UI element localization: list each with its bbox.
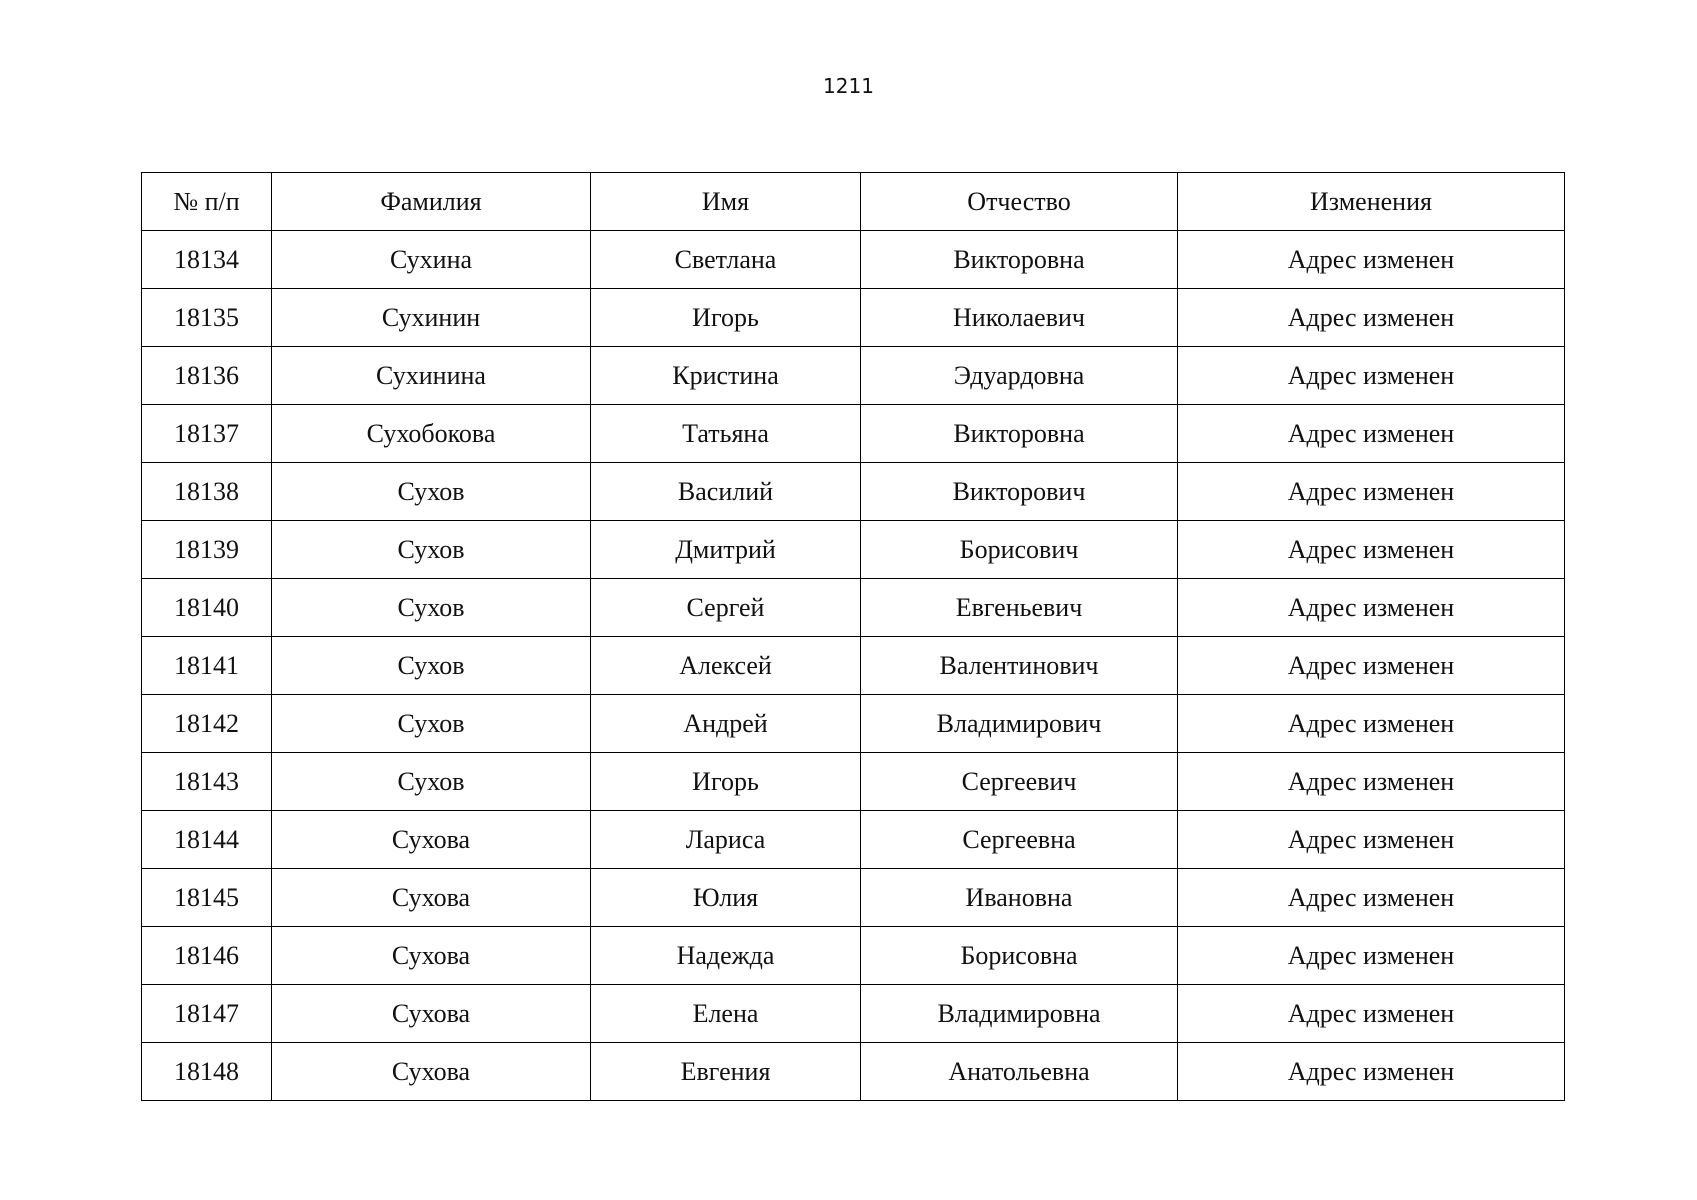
cell-last-name: Сухов: [272, 521, 591, 579]
cell-number: 18142: [142, 695, 272, 753]
table-row: [142, 637, 1565, 695]
cell-number: 18138: [142, 463, 272, 521]
cell-first-name: Сергей: [591, 579, 861, 637]
cell-number: 18144: [142, 811, 272, 869]
cell-first-name: Елена: [591, 985, 861, 1043]
cell-first-name: Надежда: [591, 927, 861, 985]
cell-last-name: Сухова: [272, 869, 591, 927]
header-last-name: Фамилия: [272, 173, 591, 231]
cell-patronymic: Борисовна: [861, 927, 1178, 985]
cell-changes: Адрес изменен: [1178, 521, 1565, 579]
cell-first-name: Лариса: [591, 811, 861, 869]
table-row: [142, 289, 1565, 347]
header-number: № п/п: [142, 173, 272, 231]
cell-last-name: Сухова: [272, 811, 591, 869]
cell-first-name: Игорь: [591, 289, 861, 347]
cell-changes: Адрес изменен: [1178, 463, 1565, 521]
cell-number: 18143: [142, 753, 272, 811]
cell-last-name: Сухобокова: [272, 405, 591, 463]
cell-patronymic: Борисович: [861, 521, 1178, 579]
cell-number: 18148: [142, 1043, 272, 1101]
cell-last-name: Сухов: [272, 637, 591, 695]
cell-patronymic: Владимировна: [861, 985, 1178, 1043]
header-first-name: Имя: [591, 173, 861, 231]
registry-table: [141, 172, 1565, 1101]
table-row: [142, 985, 1565, 1043]
cell-changes: Адрес изменен: [1178, 869, 1565, 927]
table-row: [142, 753, 1565, 811]
page-number: 1211: [823, 74, 874, 98]
cell-patronymic: Сергеевна: [861, 811, 1178, 869]
cell-changes: Адрес изменен: [1178, 347, 1565, 405]
cell-last-name: Сухинина: [272, 347, 591, 405]
table-row: [142, 347, 1565, 405]
cell-number: 18136: [142, 347, 272, 405]
cell-first-name: Евгения: [591, 1043, 861, 1101]
cell-patronymic: Владимирович: [861, 695, 1178, 753]
table-row: [142, 869, 1565, 927]
cell-number: 18140: [142, 579, 272, 637]
cell-first-name: Дмитрий: [591, 521, 861, 579]
header-patronymic: Отчество: [861, 173, 1178, 231]
table-body: [142, 231, 1565, 1101]
cell-patronymic: Валентинович: [861, 637, 1178, 695]
cell-patronymic: Сергеевич: [861, 753, 1178, 811]
cell-number: 18141: [142, 637, 272, 695]
table-row: [142, 231, 1565, 289]
table-row: [142, 695, 1565, 753]
table-row: [142, 579, 1565, 637]
cell-last-name: Сухов: [272, 463, 591, 521]
cell-changes: Адрес изменен: [1178, 289, 1565, 347]
table-row: [142, 927, 1565, 985]
cell-number: 18135: [142, 289, 272, 347]
cell-number: 18147: [142, 985, 272, 1043]
cell-changes: Адрес изменен: [1178, 405, 1565, 463]
cell-changes: Адрес изменен: [1178, 695, 1565, 753]
cell-changes: Адрес изменен: [1178, 811, 1565, 869]
cell-patronymic: Ивановна: [861, 869, 1178, 927]
cell-patronymic: Викторович: [861, 463, 1178, 521]
cell-patronymic: Эдуардовна: [861, 347, 1178, 405]
cell-last-name: Сухова: [272, 1043, 591, 1101]
cell-number: 18134: [142, 231, 272, 289]
cell-changes: Адрес изменен: [1178, 927, 1565, 985]
header-row: [142, 173, 1565, 231]
cell-first-name: Юлия: [591, 869, 861, 927]
cell-first-name: Кристина: [591, 347, 861, 405]
cell-last-name: Сухина: [272, 231, 591, 289]
header-changes: Изменения: [1178, 173, 1565, 231]
cell-first-name: Андрей: [591, 695, 861, 753]
cell-patronymic: Николаевич: [861, 289, 1178, 347]
cell-first-name: Игорь: [591, 753, 861, 811]
cell-patronymic: Евгеньевич: [861, 579, 1178, 637]
table-row: [142, 405, 1565, 463]
table-row: [142, 521, 1565, 579]
cell-last-name: Сухов: [272, 753, 591, 811]
table-row: [142, 1043, 1565, 1101]
cell-changes: Адрес изменен: [1178, 753, 1565, 811]
cell-first-name: Василий: [591, 463, 861, 521]
cell-last-name: Сухова: [272, 927, 591, 985]
cell-number: 18145: [142, 869, 272, 927]
cell-changes: Адрес изменен: [1178, 985, 1565, 1043]
cell-changes: Адрес изменен: [1178, 579, 1565, 637]
cell-last-name: Сухинин: [272, 289, 591, 347]
cell-patronymic: Анатольевна: [861, 1043, 1178, 1101]
cell-first-name: Светлана: [591, 231, 861, 289]
table-header: [142, 173, 1565, 231]
cell-patronymic: Викторовна: [861, 231, 1178, 289]
cell-number: 18146: [142, 927, 272, 985]
table-row: [142, 811, 1565, 869]
cell-changes: Адрес изменен: [1178, 231, 1565, 289]
cell-number: 18137: [142, 405, 272, 463]
cell-first-name: Татьяна: [591, 405, 861, 463]
cell-first-name: Алексей: [591, 637, 861, 695]
cell-number: 18139: [142, 521, 272, 579]
cell-changes: Адрес изменен: [1178, 1043, 1565, 1101]
cell-changes: Адрес изменен: [1178, 637, 1565, 695]
table-row: [142, 463, 1565, 521]
cell-last-name: Сухова: [272, 985, 591, 1043]
cell-last-name: Сухов: [272, 579, 591, 637]
cell-last-name: Сухов: [272, 695, 591, 753]
cell-patronymic: Викторовна: [861, 405, 1178, 463]
